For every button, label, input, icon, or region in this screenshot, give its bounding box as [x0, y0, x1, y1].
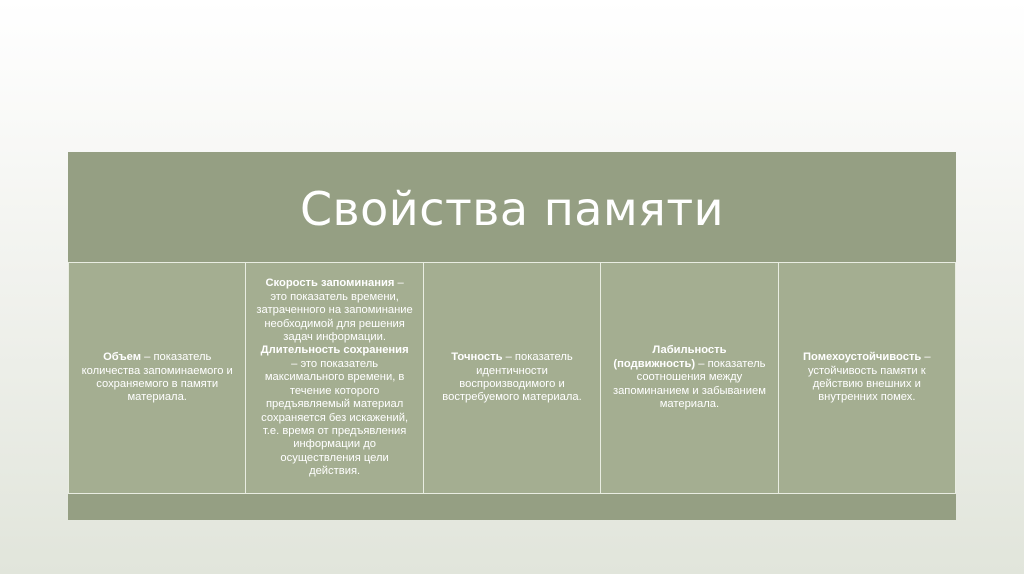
footer-band: [68, 494, 956, 520]
properties-row: [68, 262, 956, 494]
definition-volume: показатель количества запоминаемого и сохраняемого в памяти материала.: [81, 351, 233, 404]
term-lability: Лабильность (подвижность): [613, 344, 727, 370]
duration-block: [256, 344, 412, 478]
term-duration: Длительность сохранения: [260, 344, 409, 357]
card-volume-text: [79, 351, 235, 405]
definition-lability: показатель соотношения между запоминанием и забыванием материала.: [612, 357, 766, 411]
term-volume: Объем: [103, 351, 142, 364]
card-speed-duration: [245, 262, 423, 494]
card-volume: [68, 262, 246, 494]
term-noise-immunity: Помехоустойчивость: [803, 351, 922, 364]
card-lability-text: [611, 344, 767, 411]
card-noise-immunity-text: [789, 351, 945, 405]
definition-accuracy: показатель идентичности воспроизводимого и востребуемого материала.: [442, 351, 582, 404]
title-band: [68, 152, 956, 262]
card-accuracy-text: [434, 351, 590, 405]
term-speed: Скорость запоминания: [265, 277, 395, 290]
definition-noise-immunity: устойчивость памяти к действию внешних и внутренних помех.: [807, 364, 926, 404]
term-accuracy: Точность: [451, 351, 503, 364]
dash: –: [291, 357, 301, 370]
card-noise-immunity: [778, 262, 956, 494]
definition-duration: это показатель максимального времени, в течение которого предъявляемый материал сохраняется без искажений, т.е. время от предъявления информации до осуществления цели действия.: [261, 357, 409, 478]
card-lability: [600, 262, 778, 494]
dash: –: [921, 351, 931, 364]
dash: –: [141, 351, 154, 364]
card-accuracy: [423, 262, 601, 494]
dash: –: [502, 351, 515, 364]
dash: –: [394, 277, 404, 290]
slide-title: Свойства памяти: [299, 182, 725, 236]
dash: –: [695, 357, 708, 370]
definition-speed: это показатель времени, затраченного на запоминание необходимой для решения задач информации.: [256, 290, 413, 344]
card-speed-duration-text: [256, 277, 412, 478]
